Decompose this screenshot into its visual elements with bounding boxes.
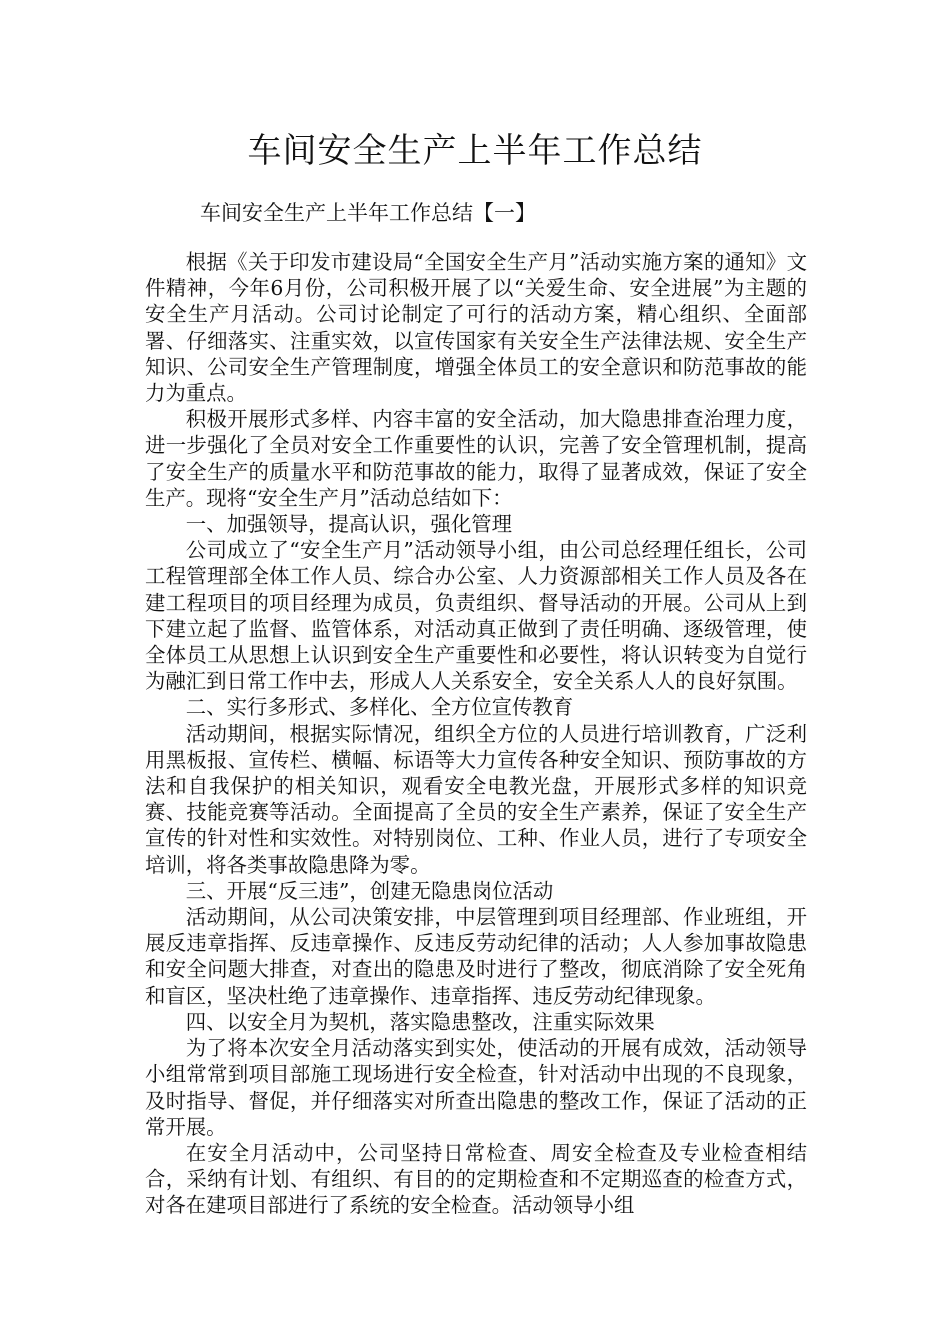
paragraph-section-4b: 在安全月活动中，公司坚持日常检查、周安全检查及专业检查相结合，采纳有计划、有组织、有目的的定期检查和不定期巡查的检查方式，对各在建项目部进行了系统的安全检查。活动领导小组 (145, 1140, 807, 1218)
paragraph-overview: 积极开展形式多样、内容丰富的安全活动，加大隐患排查治理力度，进一步强化了全员对安全工作重要性的认识，完善了安全管理机制，提高了安全生产的质量水平和防范事故的能力，取得了显著成效，保证了安全生产。现将“安全生产月”活动总结如下： (145, 407, 807, 510)
section-heading-4: 四、以安全月为契机，落实隐患整改，注重实际效果 (185, 1009, 655, 1034)
document-subtitle: 车间安全生产上半年工作总结【一】 (200, 201, 536, 225)
section-heading-2: 二、实行多形式、多样化、全方位宣传教育 (185, 695, 574, 720)
paragraph-section-4a: 为了将本次安全月活动落实到实处，使活动的开展有成效，活动领导小组常常到项目部施工现场进行安全检查，针对活动中出现的不良现象，及时指导、督促，并仔细落实对所查出隐患的整改工作，保证了活动的正常开展。 (145, 1036, 807, 1139)
paragraph-section-3: 活动期间，从公司决策安排，中层管理到项目经理部、作业班组，开展反违章指挥、反违章操作、反违反劳动纪律的活动；人人参加事故隐患和安全问题大排查，对查出的隐患及时进行了整改，彻底消除了安全死角和盲区，坚决杜绝了违章操作、违章指挥、违反劳动纪律现象。 (145, 905, 807, 1008)
document-body (145, 243, 807, 1219)
section-heading-1: 一、加强领导，提高认识，强化管理 (185, 512, 513, 537)
document-title: 车间安全生产上半年工作总结 (247, 131, 703, 171)
section-heading-3: 三、开展“反三违”，创建无隐患岗位活动 (185, 878, 554, 903)
paragraph-section-1: 公司成立了“安全生产月”活动领导小组，由公司总经理任组长，公司工程管理部全体工作人员、综合办公室、人力资源部相关工作人员及各在建工程项目的项目经理为成员，负责组织、督导活动的开展。公司从上到下建立起了监督、监管体系，对活动真正做到了责任明确、逐级管理，使全体员工从思想上认识到安全生产重要性和必要性，将认识转变为自觉行为融汇到日常工作中去，形成人人关系安全，安全关系人人的良好氛围。 (145, 538, 807, 694)
paragraph-section-2: 活动期间，根据实际情况，组织全方位的人员进行培训教育，广泛利用黑板报、宣传栏、横幅、标语等大力宣传各种安全知识、预防事故的方法和自我保护的相关知识，观看安全电教光盘，开展形式多样的知识竞赛、技能竞赛等活动。全面提高了全员的安全生产素养，保证了安全生产宣传的针对性和实效性。对特别岗位、工种、作业人员，进行了专项安全培训，将各类事故隐患降为零。 (145, 721, 807, 877)
paragraph-intro: 根据《关于印发市建设局“全国安全生产月”活动实施方案的通知》文件精神，今年6月份，公司积极开展了以“关爱生命、安全进展”为主题的安全生产月活动。公司讨论制定了可行的活动方案，精心组织、全面部署、仔细落实、注重实效，以宣传国家有关安全生产法律法规、安全生产知识、公司安全生产管理制度，增强全体员工的安全意识和防范事故的能力为重点。 (145, 250, 807, 406)
